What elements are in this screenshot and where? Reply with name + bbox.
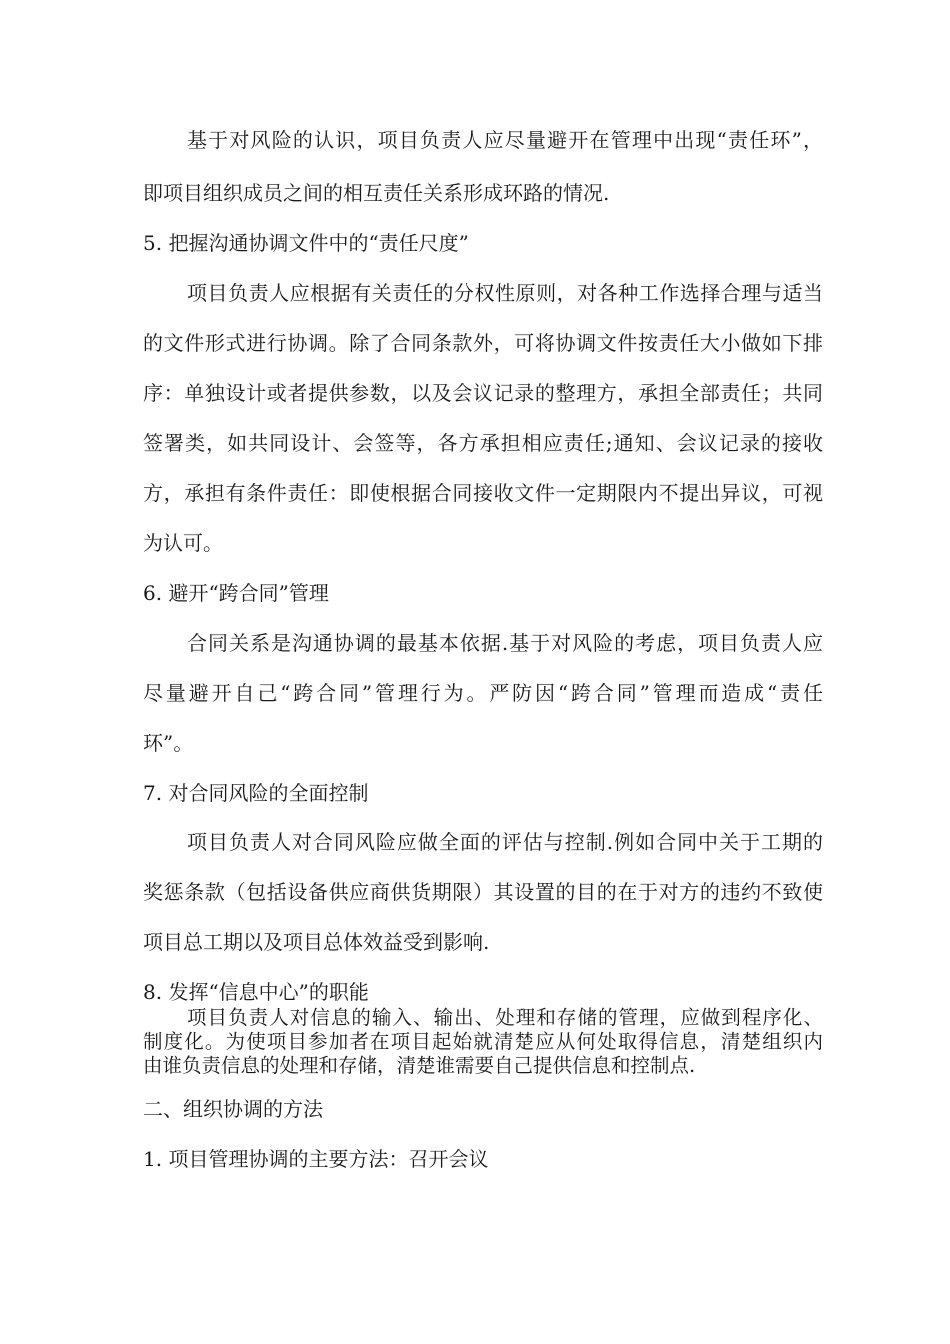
- paragraph-line: 基于对风险的认识，项目负责人应尽量避开在管理中出现“责任环”，: [187, 128, 823, 152]
- paragraph-line: 项目总工期以及项目总体效益受到影响.: [143, 930, 490, 954]
- paragraph-line: 合同关系是沟通协调的最基本依据.基于对风险的考虑，项目负责人应: [187, 631, 823, 655]
- paragraph-line: 项目负责人对信息的输入、输出、处理和存储的管理，应做到程序化、: [187, 1006, 823, 1029]
- paragraph-line: 项目负责人对合同风险应做全面的评估与控制.例如合同中关于工期的: [187, 830, 823, 854]
- paragraph-line: 的文件形式进行协调。除了合同条款外，可将协调文件按责任大小做如下排: [143, 331, 823, 355]
- paragraph-line: 尽量避开自己“跨合同”管理行为。严防因“跨合同”管理而造成“责任: [143, 681, 823, 705]
- paragraph-line: 由谁负责信息的处理和存储，清楚谁需要自己提供信息和控制点.: [143, 1054, 696, 1077]
- section-heading: 二、组织协调的方法: [143, 1097, 323, 1121]
- paragraph-line: 方，承担有条件责任：即使根据合同接收文件一定期限内不提出异议，可视: [143, 481, 823, 505]
- paragraph-line: 为认可。: [143, 531, 223, 555]
- paragraph-line: 即项目组织成员之间的相互责任关系形成环路的情况.: [143, 181, 610, 205]
- section-heading: 6. 避开“跨合同”管理: [143, 581, 329, 605]
- paragraph-line: 环”。: [143, 731, 194, 755]
- paragraph-line: 项目负责人应根据有关责任的分权性原则，对各种工作选择合理与适当: [187, 281, 823, 305]
- section-heading: 1. 项目管理协调的主要方法：召开会议: [143, 1147, 489, 1171]
- section-heading: 7. 对合同风险的全面控制: [143, 781, 369, 805]
- section-heading: 8. 发挥“信息中心”的职能: [143, 980, 369, 1004]
- section-heading: 5. 把握沟通协调文件中的“责任尺度”: [143, 231, 469, 255]
- paragraph-line: 序：单独设计或者提供参数，以及会议记录的整理方，承担全部责任；共同: [143, 381, 823, 405]
- paragraph-line: 签署类，如共同设计、会签等，各方承担相应责任;通知、会议记录的接收: [143, 431, 823, 455]
- paragraph-line: 奖惩条款（包括设备供应商供货期限）其设置的目的在于对方的违约不致使: [143, 880, 823, 904]
- paragraph-line: 制度化。为使项目参加者在项目起始就清楚应从何处取得信息，清楚组织内: [143, 1030, 823, 1053]
